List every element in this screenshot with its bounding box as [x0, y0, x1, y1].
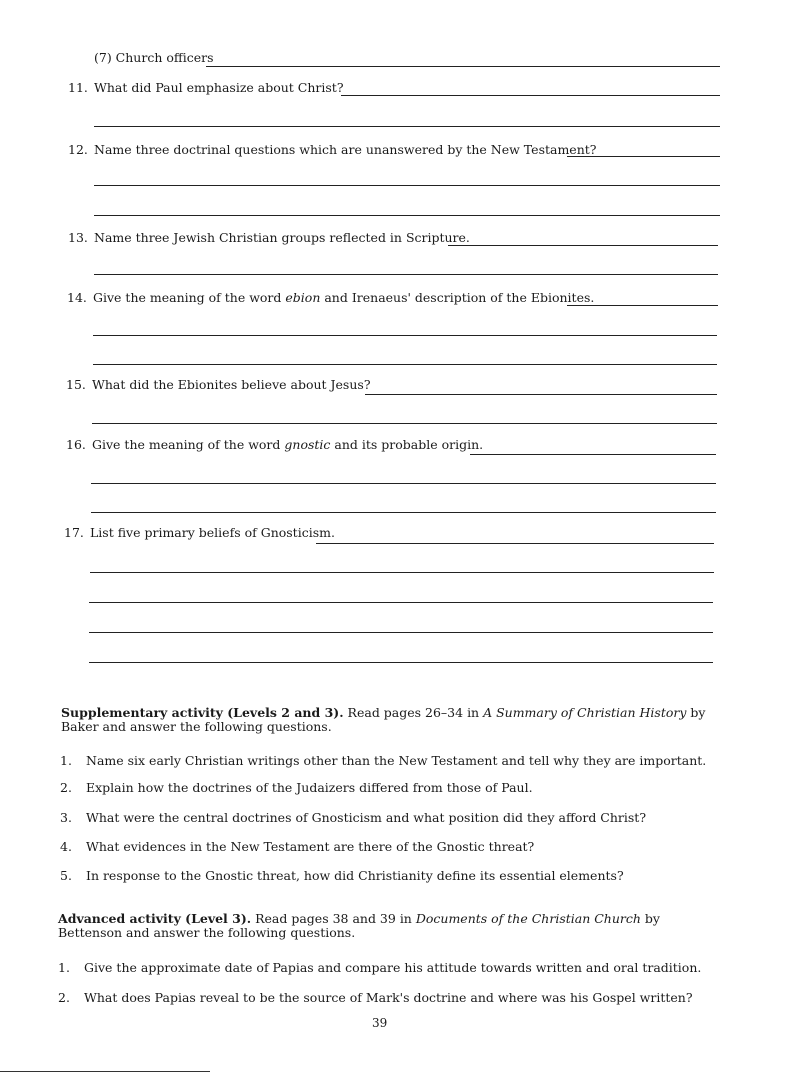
question-15 — [66, 377, 371, 392]
question-text: List five primary beliefs of Gnosticism. — [90, 525, 335, 540]
answer-line[interactable] — [94, 185, 720, 186]
question-12 — [68, 142, 596, 157]
supplementary-pre: Read pages 26–34 in — [343, 705, 484, 720]
item-number: 2. — [60, 780, 72, 795]
supplementary-item — [60, 868, 624, 883]
book-title: Documents of the Christian Church — [415, 911, 641, 926]
answer-line[interactable] — [92, 423, 717, 424]
item-text: Name six early Christian writings other than the New Testament and tell why they are important. — [86, 753, 707, 768]
question-text: What did the Ebionites believe about Jesus? — [92, 377, 371, 392]
question-number: 13. — [68, 230, 88, 245]
question-text-post: and Irenaeus' description of the Ebionites. — [320, 290, 595, 305]
item-number: 5. — [60, 868, 72, 883]
answer-line[interactable] — [89, 602, 713, 603]
answer-line[interactable] — [91, 512, 716, 513]
answer-line[interactable] — [94, 215, 720, 216]
supplementary-heading: Supplementary activity (Levels 2 and 3). — [61, 705, 344, 720]
answer-line[interactable] — [94, 126, 720, 127]
supplementary-intro — [61, 706, 721, 734]
item-7-label: (7) Church officers — [94, 50, 214, 65]
advanced-post: by Bettenson and answer the following questions. — [58, 911, 660, 940]
question-11 — [68, 80, 344, 95]
item-text: What does Papias reveal to be the source of Mark's doctrine and where was his Gospel written? — [84, 990, 693, 1005]
item-text: What were the central doctrines of Gnosticism and what position did they afford Christ? — [86, 810, 647, 825]
answer-line[interactable] — [93, 335, 717, 336]
item-text: Give the approximate date of Papias and compare his attitude towards written and oral tradition. — [84, 960, 702, 975]
answer-line[interactable] — [470, 454, 716, 455]
answer-line[interactable] — [341, 95, 720, 96]
answer-line[interactable] — [90, 572, 714, 573]
answer-line[interactable] — [448, 245, 718, 246]
item-number: 1. — [60, 753, 72, 768]
answer-line[interactable] — [94, 274, 718, 275]
item-number: 3. — [60, 810, 72, 825]
question-number: 12. — [68, 142, 88, 157]
question-text: Name three doctrinal questions which are unanswered by the New Testament? — [94, 142, 597, 157]
item-text: In response to the Gnostic threat, how did Christianity define its essential elements? — [86, 868, 624, 883]
question-number: 14. — [67, 290, 87, 305]
question-number: 11. — [68, 80, 88, 95]
answer-line[interactable] — [567, 156, 720, 157]
answer-line[interactable] — [93, 364, 717, 365]
advanced-pre: Read pages 38 and 39 in — [251, 911, 416, 926]
footer-rule — [0, 1071, 210, 1072]
item-text: Explain how the doctrines of the Judaizers differed from those of Paul. — [86, 780, 533, 795]
question-13 — [68, 230, 470, 245]
question-text-pre: Give the meaning of the word — [92, 437, 285, 452]
item-number: 4. — [60, 839, 72, 854]
answer-line[interactable] — [91, 483, 716, 484]
question-14 — [67, 290, 594, 305]
advanced-item — [58, 990, 693, 1005]
term-gnostic: gnostic — [284, 437, 331, 452]
answer-line[interactable] — [206, 66, 720, 67]
question-text: Name three Jewish Christian groups reflected in Scripture. — [94, 230, 470, 245]
question-text: What did Paul emphasize about Christ? — [94, 80, 344, 95]
supplementary-post: by Baker and answer the following questions. — [61, 705, 706, 734]
item-text: What evidences in the New Testament are there of the Gnostic threat? — [86, 839, 535, 854]
question-number: 15. — [66, 377, 86, 392]
supplementary-item — [60, 780, 533, 795]
question-number: 17. — [64, 525, 84, 540]
item-number: 2. — [58, 990, 70, 1005]
term-ebion: ebion — [285, 290, 321, 305]
item-number: 1. — [58, 960, 70, 975]
answer-line[interactable] — [365, 394, 717, 395]
answer-line[interactable] — [89, 632, 713, 633]
question-number: 16. — [66, 437, 86, 452]
answer-line[interactable] — [89, 662, 713, 663]
advanced-item — [58, 960, 701, 975]
book-title: A Summary of Christian History — [483, 705, 687, 720]
advanced-intro — [58, 912, 718, 940]
question-16 — [66, 437, 483, 452]
question-text-post: and its probable origin. — [330, 437, 484, 452]
page-number: 39 — [372, 1016, 388, 1030]
supplementary-item — [60, 753, 706, 768]
advanced-heading: Advanced activity (Level 3). — [58, 911, 252, 926]
supplementary-item — [60, 839, 534, 854]
answer-line[interactable] — [316, 543, 714, 544]
supplementary-item — [60, 810, 646, 825]
question-text-pre: Give the meaning of the word — [93, 290, 286, 305]
question-17 — [64, 525, 335, 540]
answer-line[interactable] — [567, 305, 718, 306]
